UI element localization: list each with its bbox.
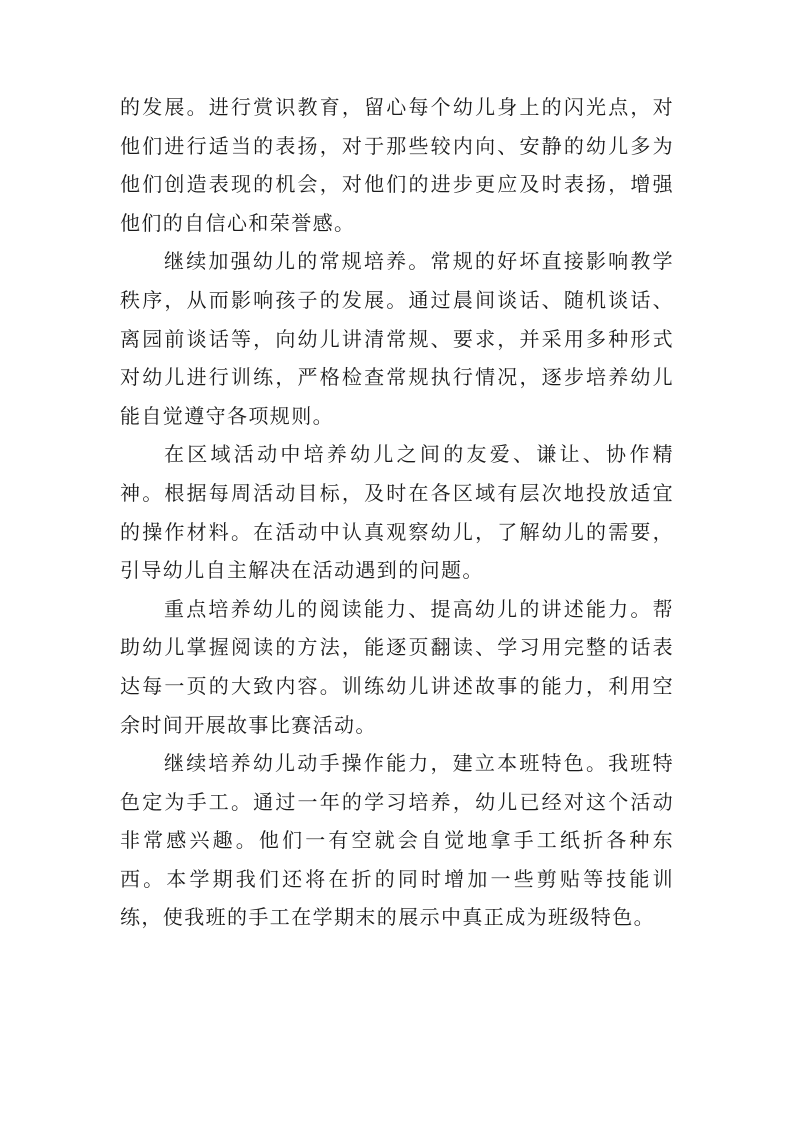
paragraph-continuation: 的发展。进行赏识教育，留心每个幼儿身上的闪光点，对他们进行适当的表扬，对于那些较内向、安静的幼儿多为他们创造表现的机会，对他们的进步更应及时表扬，增强他们的自信心和荣誉感。 — [120, 95, 674, 235]
paragraph-handcraft-feature: 继续培养幼儿动手操作能力，建立本班特色。我班特色定为手工。通过一年的学习培养，幼儿已经对这个活动非常感兴趣。他们一有空就会自觉地拿手工纸折各种东西。本学期我们还将在折的同时增加一些剪贴等技能训练，使我班的手工在学期末的展示中真正成为班级特色。 — [120, 751, 674, 930]
paragraph-area-activities: 在区域活动中培养幼儿之间的友爱、谦让、协作精神。根据每周活动目标，及时在各区域有层次地投放适宜的操作材料。在活动中认真观察幼儿，了解幼儿的需要，引导幼儿自主解决在活动遇到的问题。 — [120, 442, 674, 583]
document-body — [120, 88, 674, 937]
paragraph-reading-ability: 重点培养幼儿的阅读能力、提高幼儿的讲述能力。帮助幼儿掌握阅读的方法，能逐页翻读、学习用完整的话表达每一页的大致内容。训练幼儿讲述故事的能力，利用空余时间开展故事比赛活动。 — [120, 596, 674, 737]
paragraph-routine-training: 继续加强幼儿的常规培养。常规的好坏直接影响教学秩序，从而影响孩子的发展。通过晨间谈话、随机谈话、离园前谈话等，向幼儿讲清常规、要求，并采用多种形式对幼儿进行训练，严格检查常规执行情况，逐步培养幼儿能自觉遵守各项规则。 — [120, 249, 674, 428]
